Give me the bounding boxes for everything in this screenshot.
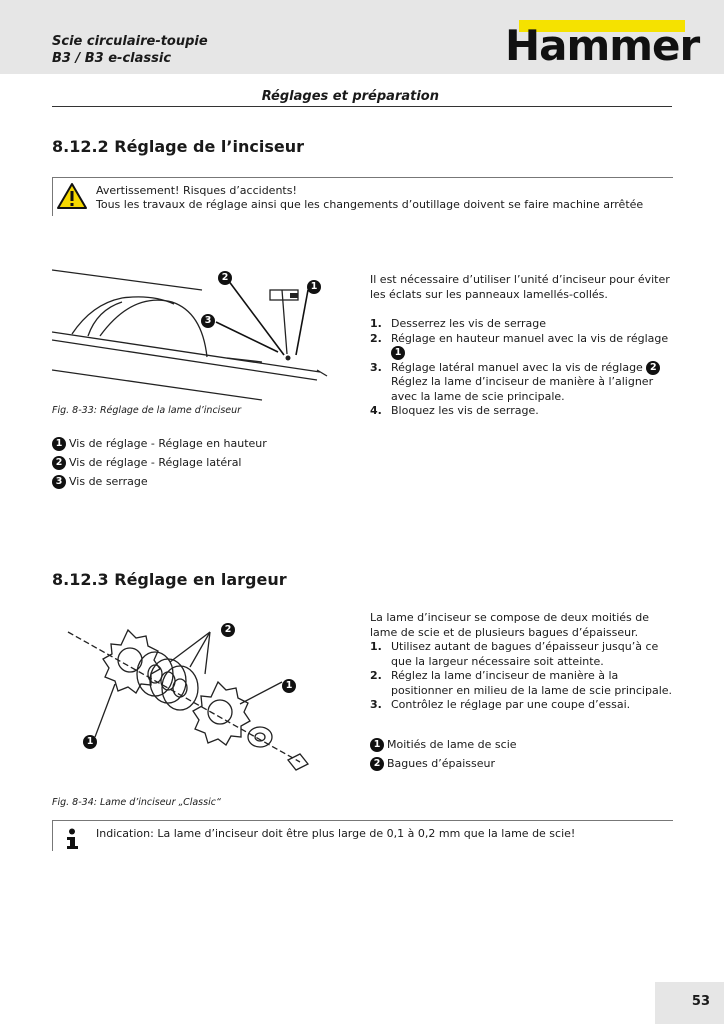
step-item: 1. Utilisez autant de bagues d’épaisseur jusqu’à ce que la largeur nécessaire soit atteinte. — [370, 640, 659, 668]
legend-item: 2 Bagues d’épaisseur — [370, 754, 517, 773]
figure-caption-8-34: Fig. 8-34: Lame d’inciseur „Classic“ — [52, 797, 221, 808]
section-rule — [52, 106, 672, 107]
legend-8-33 — [52, 434, 267, 491]
legend-item: 1 Vis de réglage - Réglage en hauteur — [52, 434, 267, 453]
steps-8-12-2 — [370, 317, 674, 419]
callout-half-blade-left: 1 — [83, 735, 97, 749]
figure-inciseur-classic — [60, 612, 320, 782]
step-item: 2. Réglez la lame d’inciseur de manière à la positionner en milieu de la lame de scie principale. — [370, 669, 673, 697]
header-model: B3 / B3 e-classic — [52, 51, 172, 66]
intro-8-12-3: La lame d’inciseur se compose de deux moitiés de lame de scie et de plusieurs bagues d’épaisseur. — [370, 611, 650, 639]
legend-item: 1 Moitiés de lame de scie — [370, 735, 517, 754]
warning-triangle-icon — [56, 182, 88, 210]
callout-rings: 2 — [221, 623, 235, 637]
info-icon — [64, 828, 80, 850]
callout-half-blade-right: 1 — [282, 679, 296, 693]
step-item: 2. Réglage en hauteur manuel avec la vis de réglage 1 — [370, 331, 669, 358]
step-item: 3. Réglage latéral manuel avec la vis de réglage 2 Réglez la lame d’inciseur de manière à l’aligner avec la lame de scie principale. — [370, 361, 674, 405]
heading-8-12-2: 8.12.2 Réglage de l’inciseur — [52, 137, 304, 156]
info-text: Indication: La lame d’inciseur doit être plus large de 0,1 à 0,2 mm que la lame de scie! — [96, 827, 576, 840]
callout-2: 2 — [218, 271, 232, 285]
step-item: 3. Contrôlez le réglage par une coupe d’essai. — [370, 698, 631, 711]
intro-8-12-2: Il est nécessaire d’utiliser l’unité d’inciseur pour éviter les éclats sur les panneaux lamellés-collés. — [370, 273, 670, 301]
steps-8-12-3 — [370, 640, 674, 713]
callout-1: 1 — [307, 280, 321, 294]
legend-8-34 — [370, 735, 517, 773]
heading-8-12-3: 8.12.3 Réglage en largeur — [52, 570, 287, 589]
legend-item: 2 Vis de réglage - Réglage latéral — [52, 453, 267, 472]
warning-text: Tous les travaux de réglage ainsi que les changements d’outillage doivent se faire machine arrêtée — [96, 198, 644, 211]
step-item: 1. Desserrez les vis de serrage — [370, 317, 547, 330]
header-product: Scie circulaire-toupie — [52, 34, 208, 49]
hammer-logo: Hammer — [505, 21, 700, 70]
warning-title: Avertissement! Risques d’accidents! — [96, 184, 297, 197]
figure-caption-8-33: Fig. 8-33: Réglage de la lame d’inciseur — [52, 405, 242, 416]
callout-leaders — [150, 270, 330, 360]
section-title: Réglages et préparation — [261, 89, 439, 104]
callout-3: 3 — [201, 314, 215, 328]
page-number: 53 — [691, 994, 710, 1009]
step-item: 4. Bloquez les vis de serrage. — [370, 404, 539, 417]
legend-item: 3 Vis de serrage — [52, 472, 267, 491]
